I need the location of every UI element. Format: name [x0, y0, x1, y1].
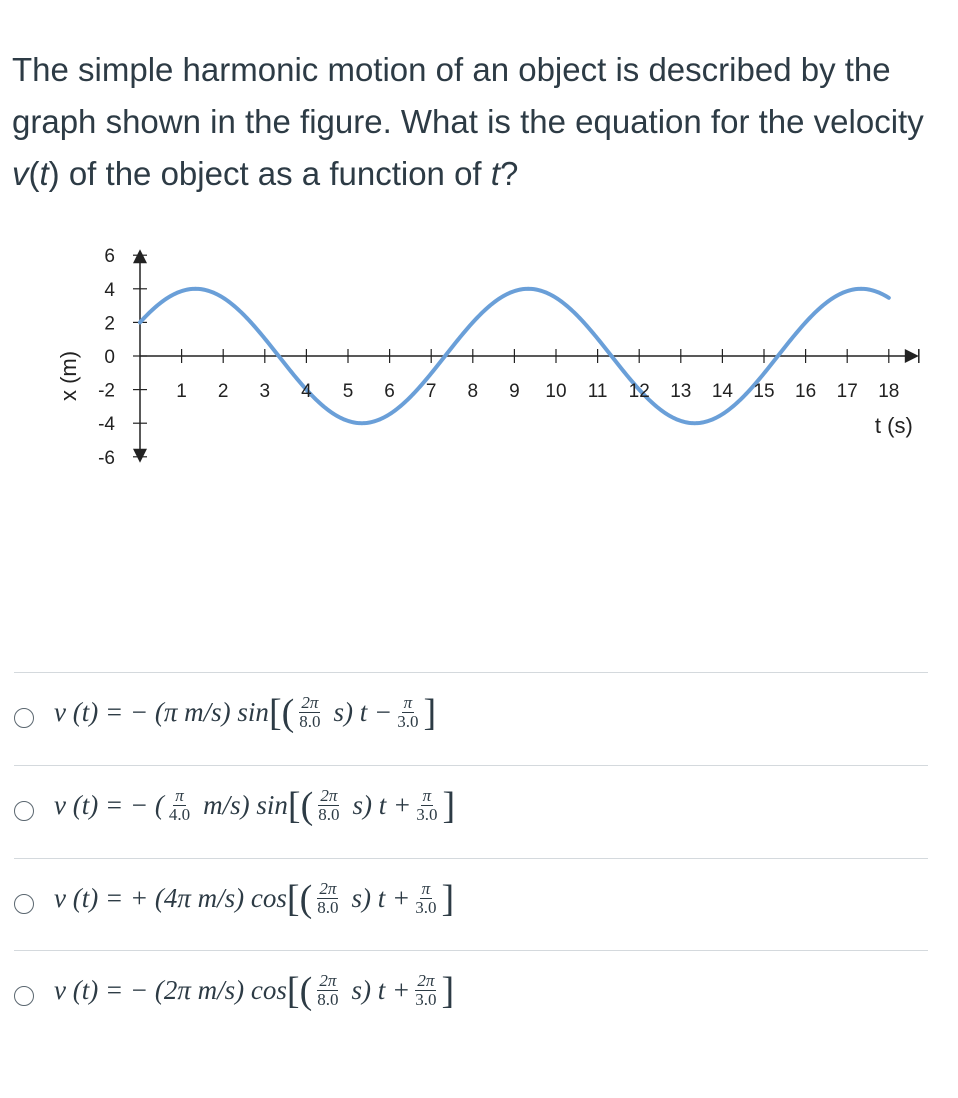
chart-labels	[56, 246, 913, 469]
frac-den: 3.0	[415, 990, 437, 1009]
fraction-2	[414, 787, 439, 824]
answer-3-equation	[54, 877, 455, 920]
y-tick-label: 2	[104, 313, 115, 335]
bracket-open: [	[268, 691, 282, 734]
frac-den: 8.0	[299, 712, 321, 731]
frac-den: 8.0	[317, 898, 339, 917]
question-t-var2: t	[490, 155, 500, 192]
x-tick-label: 14	[711, 381, 733, 402]
question-part3: ) of the object as a function of	[48, 155, 491, 192]
x-tick-label: 9	[509, 381, 520, 402]
answer-2-mid: s) t +	[352, 790, 412, 820]
x-tick-label: 16	[795, 381, 817, 402]
y-axis-arrow-up	[133, 249, 147, 263]
y-tick-label: -6	[98, 447, 115, 469]
question-part2: (	[28, 155, 40, 192]
bracket-close: ]	[423, 691, 437, 734]
option-separator	[14, 858, 928, 859]
x-tick-label: 18	[878, 381, 900, 402]
y-tick-label: 6	[104, 246, 115, 268]
x-tick-label: 1	[176, 381, 187, 402]
x-axis-arrow	[905, 349, 919, 363]
frac-num: π	[175, 786, 184, 805]
y-tick-label: 0	[104, 347, 115, 368]
y-tick-label: -4	[98, 414, 115, 436]
answer-3-mid: s) t +	[351, 883, 411, 913]
answer-option-1[interactable]	[14, 672, 928, 764]
option-separator	[14, 950, 928, 951]
question-part1: The simple harmonic motion of an object is described by the graph shown in the figure. What is the equation for the velocity	[12, 51, 924, 140]
fraction-1	[315, 972, 340, 1009]
answer-2-lhs-b: m/s) sin	[203, 790, 288, 820]
answer-4-equation	[54, 969, 455, 1012]
y-tick-label: 4	[104, 279, 115, 301]
x-tick-label: 5	[342, 381, 354, 402]
answer-4-mid: s) t +	[351, 975, 411, 1005]
x-tick-label: 8	[467, 381, 479, 402]
question-text	[12, 44, 942, 200]
frac-num: π	[422, 786, 432, 805]
question-t-var: t	[39, 155, 49, 192]
y-axis-title: x (m)	[56, 350, 81, 402]
answer-4-lhs: v (t) = − (2π m/s) cos	[54, 975, 287, 1005]
x-tick-label: 2	[217, 381, 229, 402]
x-tick-label: 3	[259, 381, 271, 402]
frac-den: 4.0	[168, 805, 191, 824]
radio-button-3[interactable]	[14, 894, 34, 914]
frac-den: 3.0	[416, 805, 438, 824]
option-separator	[14, 765, 928, 766]
x-axis-title: t (s)	[874, 413, 913, 438]
x-tick-label: 12	[628, 381, 650, 402]
x-tick-label: 15	[753, 381, 775, 402]
fraction-2	[413, 880, 438, 917]
fraction-0	[167, 787, 192, 824]
option-separator	[14, 672, 928, 673]
position-time-graph	[0, 230, 958, 490]
answer-option-3[interactable]	[14, 858, 928, 950]
bracket-open: [	[286, 969, 300, 1012]
frac-num: 2π	[417, 971, 435, 990]
answer-1-equation	[54, 691, 437, 734]
paren-open: (	[299, 877, 313, 920]
fraction-1	[315, 880, 340, 917]
chart-axes	[133, 249, 919, 463]
frac-den: 8.0	[318, 805, 340, 824]
answer-option-2[interactable]	[14, 765, 928, 857]
frac-num: π	[403, 693, 413, 712]
frac-num: 2π	[319, 971, 337, 990]
question-v-var: v	[12, 155, 29, 192]
question-part4: ?	[499, 155, 519, 192]
fraction-2	[395, 694, 420, 731]
x-tick-label: 10	[545, 381, 567, 402]
frac-den: 8.0	[317, 990, 339, 1009]
bracket-close: ]	[441, 877, 455, 920]
bracket-close: ]	[441, 969, 455, 1012]
fraction-1	[297, 694, 322, 731]
x-tick-label: 11	[587, 381, 608, 402]
answer-2-equation	[54, 784, 456, 827]
answer-3-lhs: v (t) = + (4π m/s) cos	[54, 883, 287, 913]
x-tick-label: 6	[384, 381, 395, 402]
frac-num: 2π	[320, 786, 338, 805]
radio-button-2[interactable]	[14, 801, 34, 821]
frac-num: 2π	[301, 693, 319, 712]
answer-1-mid: s) t −	[333, 697, 393, 727]
y-tick-label: -2	[98, 380, 115, 402]
frac-num: π	[421, 879, 431, 898]
frac-num: 2π	[319, 879, 337, 898]
paren-open: (	[300, 784, 314, 827]
x-tick-label: 4	[301, 381, 312, 402]
radio-button-4[interactable]	[14, 986, 34, 1006]
fraction-1	[316, 787, 341, 824]
y-axis-arrow-down	[133, 449, 147, 463]
x-tick-label: 17	[836, 381, 858, 402]
bracket-open: [	[286, 877, 300, 920]
answer-option-4[interactable]	[14, 950, 928, 1042]
fraction-2	[413, 972, 438, 1009]
radio-button-1[interactable]	[14, 708, 34, 728]
answer-1-lhs: v (t) = − (π m/s) sin	[54, 697, 269, 727]
frac-den: 3.0	[415, 898, 437, 917]
paren-open: (	[299, 969, 313, 1012]
bracket-open: [	[287, 784, 301, 827]
x-tick-label: 13	[670, 381, 692, 402]
paren-open: (	[281, 691, 295, 734]
x-tick-label: 7	[425, 381, 437, 402]
answer-2-lhs-a: v (t) = − (	[54, 790, 164, 820]
frac-den: 3.0	[397, 712, 419, 731]
bracket-close: ]	[442, 784, 456, 827]
